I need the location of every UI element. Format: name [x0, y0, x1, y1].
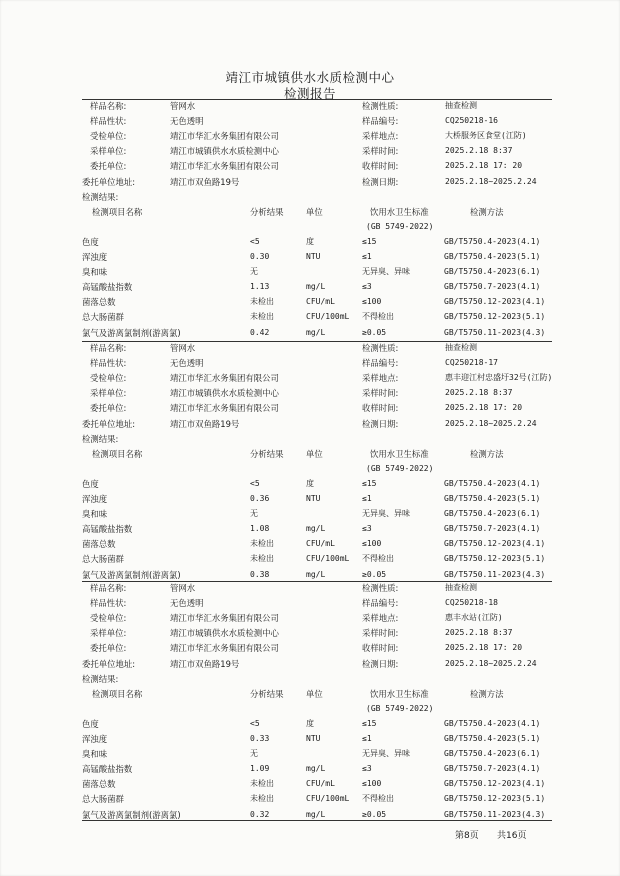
field-value-receive-time: 2025.2.18 17: 20 [445, 643, 523, 653]
result-unit: CFU/100mL [306, 312, 350, 322]
result-unit: mg/L [306, 569, 326, 579]
result-method: GB/T5750.4-2023(5.1) [444, 734, 541, 743]
result-item-name: 色度 [82, 718, 99, 729]
page-number: 第8页 [455, 831, 479, 841]
field-value-sample-state: 无色透明 [170, 358, 204, 369]
result-standard: ≥0.05 [362, 327, 387, 337]
field-label-sampling-time: 采样时间: [362, 628, 399, 639]
col-header-item: 检测项目名称 [92, 206, 143, 217]
field-label-sampling-time: 采样时间: [362, 388, 399, 399]
field-value-test-nature: 抽查检测 [445, 583, 477, 592]
result-unit: mg/L [306, 764, 326, 774]
field-label-sample-state: 样品性状: [90, 116, 127, 127]
result-unit: NTU [306, 494, 321, 503]
result-standard: 无异臭、异味 [362, 749, 410, 759]
result-unit: mg/L [306, 524, 326, 534]
field-label-sample-no: 样品编号: [362, 116, 399, 127]
col-header-method: 检测方法 [470, 688, 504, 699]
field-value-recv-unit: 靖江市华汇水务集团有限公司 [170, 131, 279, 142]
result-value: 无 [250, 509, 258, 519]
result-item-name: 高锰酸盐指数 [82, 524, 133, 535]
result-method: GB/T5750.12-2023(5.1) [444, 312, 546, 322]
field-value-sampling-unit: 靖江市城镇供水水质检测中心 [170, 628, 279, 639]
result-item-name: 菌落总数 [82, 539, 116, 550]
result-item-name: 总大肠菌群 [82, 794, 124, 805]
field-value-receive-time: 2025.2.18 17: 20 [445, 403, 523, 413]
result-item-name: 氯气及游离氯制剂(游离氯) [82, 809, 181, 820]
result-standard: 无异臭、异味 [362, 509, 410, 519]
result-item-name: 浑浊度 [82, 494, 108, 504]
results-label: 检测结果: [82, 433, 119, 444]
result-method: GB/T5750.4-2023(5.1) [444, 494, 541, 503]
result-item-name: 高锰酸盐指数 [82, 764, 133, 775]
result-value: 0.30 [250, 252, 270, 261]
result-method: GB/T5750.12-2023(4.1) [444, 539, 546, 549]
field-value-test-nature: 抽查检测 [445, 101, 477, 110]
result-unit: CFU/mL [306, 297, 335, 307]
field-label-sample-state: 样品性状: [90, 598, 127, 609]
col-header-standard-code: (GB 5749-2022) [366, 221, 434, 231]
field-label-sample-state: 样品性状: [90, 358, 127, 369]
field-label-receive-time: 收样时间: [362, 643, 399, 654]
result-unit: mg/L [306, 809, 326, 819]
field-value-sample-name: 管网水 [170, 583, 196, 593]
result-standard: ≤3 [362, 764, 372, 774]
field-value-sampling-site: 惠丰迎江村忠盛圩32号(江防) [445, 373, 553, 383]
field-label-test-nature: 检测性质: [362, 343, 399, 353]
field-value-test-date: 2025.2.18~2025.2.24 [445, 418, 537, 428]
result-item-name: 浑浊度 [82, 734, 108, 744]
result-method: GB/T5750.4-2023(6.1) [444, 509, 541, 519]
field-value-sampling-site: 惠丰水站(江防) [445, 613, 503, 623]
result-value: 0.32 [250, 809, 270, 819]
result-method: GB/T5750.7-2023(4.1) [444, 282, 541, 292]
result-value: 1.08 [250, 524, 270, 534]
field-label-sampling-unit: 采样单位: [90, 388, 127, 399]
col-header-unit: 单位 [306, 206, 323, 217]
field-label-client-address: 委托单位地址: [82, 658, 136, 669]
col-header-standard: 饮用水卫生标准 [370, 448, 429, 459]
field-label-test-date: 检测日期: [362, 658, 399, 669]
results-label: 检测结果: [82, 191, 119, 202]
field-label-client-address: 委托单位地址: [82, 176, 136, 187]
result-standard: ≤100 [362, 779, 382, 789]
field-label-receive-time: 收样时间: [362, 161, 399, 172]
field-value-client-unit: 靖江市华汇水务集团有限公司 [170, 643, 279, 654]
field-label-client-unit: 委托单位: [90, 403, 127, 414]
result-unit: 度 [306, 236, 314, 246]
result-method: GB/T5750.11-2023(4.3) [444, 327, 546, 337]
field-label-recv-unit: 受检单位: [90, 613, 127, 624]
field-value-recv-unit: 靖江市华汇水务集团有限公司 [170, 373, 279, 384]
result-value: 未检出 [250, 539, 274, 549]
result-method: GB/T5750.12-2023(5.1) [444, 554, 546, 564]
field-label-sampling-site: 采样地点: [362, 373, 399, 384]
result-method: GB/T5750.4-2023(4.1) [444, 236, 541, 246]
result-item-name: 色度 [82, 478, 99, 489]
result-value: 1.09 [250, 764, 270, 774]
result-unit: mg/L [306, 327, 326, 337]
result-standard: ≤100 [362, 297, 382, 307]
result-method: GB/T5750.11-2023(4.3) [444, 809, 546, 819]
results-label: 检测结果: [82, 673, 119, 684]
section-divider [82, 581, 552, 582]
field-label-sampling-time: 采样时间: [362, 146, 399, 157]
result-standard: 不得检出 [362, 794, 394, 804]
result-method: GB/T5750.12-2023(4.1) [444, 779, 546, 789]
field-value-sampling-site: 大桥服务区食堂(江防) [445, 131, 527, 141]
result-method: GB/T5750.4-2023(4.1) [444, 478, 541, 488]
field-value-sampling-unit: 靖江市城镇供水水质检测中心 [170, 146, 279, 157]
col-header-unit: 单位 [306, 448, 323, 459]
result-standard: ≥0.05 [362, 569, 387, 579]
field-value-sample-state: 无色透明 [170, 116, 204, 127]
result-value: 1.13 [250, 282, 270, 292]
footer-divider [82, 820, 552, 821]
field-label-test-date: 检测日期: [362, 418, 399, 429]
result-unit: 度 [306, 478, 314, 488]
page-total: 共16页 [497, 831, 527, 841]
result-value: 未检出 [250, 297, 274, 307]
result-item-name: 总大肠菌群 [82, 312, 124, 323]
field-value-test-date: 2025.2.18~2025.2.24 [445, 176, 537, 186]
result-standard: ≤1 [362, 252, 372, 261]
result-unit: NTU [306, 734, 321, 743]
field-value-sample-state: 无色透明 [170, 598, 204, 609]
result-value: 0.38 [250, 569, 270, 579]
result-unit: NTU [306, 252, 321, 261]
field-value-sampling-time: 2025.2.18 8:37 [445, 146, 513, 156]
result-standard: ≤1 [362, 734, 372, 743]
col-header-standard-code: (GB 5749-2022) [366, 703, 434, 713]
report-header-subtitle: 检测报告 [283, 86, 336, 101]
result-value: 0.42 [250, 327, 270, 337]
section-divider [82, 341, 552, 342]
field-label-recv-unit: 受检单位: [90, 131, 127, 142]
field-value-sample-no: CQ250218-16 [445, 116, 498, 126]
result-unit: CFU/100mL [306, 794, 350, 804]
col-header-result: 分析结果 [250, 448, 284, 459]
col-header-item: 检测项目名称 [92, 688, 143, 699]
field-value-receive-time: 2025.2.18 17: 20 [445, 161, 523, 171]
field-label-sample-name: 样品名称: [90, 583, 127, 593]
field-label-sample-no: 样品编号: [362, 358, 399, 369]
result-standard: ≤3 [362, 282, 372, 292]
result-method: GB/T5750.7-2023(4.1) [444, 524, 541, 534]
result-item-name: 菌落总数 [82, 297, 116, 308]
result-item-name: 臭和味 [82, 509, 108, 520]
result-item-name: 臭和味 [82, 267, 108, 278]
result-standard: ≤15 [362, 718, 377, 728]
field-label-sample-name: 样品名称: [90, 101, 127, 111]
result-value: 未检出 [250, 794, 274, 804]
result-standard: ≤15 [362, 236, 377, 246]
result-item-name: 氯气及游离氯制剂(游离氯) [82, 569, 181, 580]
result-standard: 不得检出 [362, 312, 394, 322]
result-value: <5 [250, 718, 260, 728]
field-value-client-address: 靖江市双鱼路19号 [170, 418, 240, 429]
col-header-method: 检测方法 [470, 206, 504, 217]
result-value: 未检出 [250, 779, 274, 789]
col-header-unit: 单位 [306, 688, 323, 699]
field-label-client-unit: 委托单位: [90, 161, 127, 172]
result-value: <5 [250, 236, 260, 246]
col-header-item: 检测项目名称 [92, 448, 143, 459]
field-label-sampling-site: 采样地点: [362, 131, 399, 142]
result-standard: ≤100 [362, 539, 382, 549]
col-header-standard: 饮用水卫生标准 [370, 206, 429, 217]
field-label-test-nature: 检测性质: [362, 583, 399, 593]
result-standard: ≤15 [362, 478, 377, 488]
field-value-sample-name: 管网水 [170, 343, 196, 353]
field-value-sample-no: CQ250218-18 [445, 598, 498, 608]
result-standard: 无异臭、异味 [362, 267, 410, 277]
field-value-sampling-time: 2025.2.18 8:37 [445, 388, 513, 398]
result-method: GB/T5750.12-2023(5.1) [444, 794, 546, 804]
field-value-sampling-time: 2025.2.18 8:37 [445, 628, 513, 638]
field-label-test-date: 检测日期: [362, 176, 399, 187]
field-value-client-unit: 靖江市华汇水务集团有限公司 [170, 161, 279, 172]
field-label-client-address: 委托单位地址: [82, 418, 136, 429]
report-header-title: 靖江市城镇供水水质检测中心 [225, 70, 395, 85]
result-item-name: 总大肠菌群 [82, 554, 124, 565]
result-method: GB/T5750.11-2023(4.3) [444, 569, 546, 579]
field-label-sample-no: 样品编号: [362, 598, 399, 609]
result-item-name: 臭和味 [82, 749, 108, 760]
result-standard: ≥0.05 [362, 809, 387, 819]
result-unit: CFU/mL [306, 779, 335, 789]
result-unit: mg/L [306, 282, 326, 292]
col-header-standard: 饮用水卫生标准 [370, 688, 429, 699]
field-value-client-address: 靖江市双鱼路19号 [170, 176, 240, 187]
result-method: GB/T5750.4-2023(6.1) [444, 267, 541, 277]
result-value: 无 [250, 267, 258, 277]
result-unit: CFU/mL [306, 539, 335, 549]
result-value: 未检出 [250, 312, 274, 322]
result-standard: ≤3 [362, 524, 372, 534]
field-value-sample-no: CQ250218-17 [445, 358, 498, 368]
result-standard: ≤1 [362, 494, 372, 503]
result-standard: 不得检出 [362, 554, 394, 564]
result-unit: 度 [306, 718, 314, 728]
field-label-sampling-site: 采样地点: [362, 613, 399, 624]
col-header-standard-code: (GB 5749-2022) [366, 463, 434, 473]
result-method: GB/T5750.7-2023(4.1) [444, 764, 541, 774]
result-item-name: 菌落总数 [82, 779, 116, 790]
result-item-name: 色度 [82, 236, 99, 247]
field-value-test-date: 2025.2.18~2025.2.24 [445, 658, 537, 668]
col-header-result: 分析结果 [250, 688, 284, 699]
result-item-name: 高锰酸盐指数 [82, 282, 133, 293]
field-label-sampling-unit: 采样单位: [90, 628, 127, 639]
field-label-receive-time: 收样时间: [362, 403, 399, 414]
result-value: <5 [250, 478, 260, 488]
field-value-sample-name: 管网水 [170, 101, 196, 111]
section-divider [82, 99, 552, 100]
result-method: GB/T5750.4-2023(4.1) [444, 718, 541, 728]
field-value-recv-unit: 靖江市华汇水务集团有限公司 [170, 613, 279, 624]
result-value: 未检出 [250, 554, 274, 564]
result-value: 0.36 [250, 494, 270, 503]
field-label-client-unit: 委托单位: [90, 643, 127, 654]
col-header-method: 检测方法 [470, 448, 504, 459]
field-label-recv-unit: 受检单位: [90, 373, 127, 384]
field-label-sample-name: 样品名称: [90, 343, 127, 353]
field-label-sampling-unit: 采样单位: [90, 146, 127, 157]
col-header-result: 分析结果 [250, 206, 284, 217]
result-method: GB/T5750.4-2023(6.1) [444, 749, 541, 759]
result-value: 0.33 [250, 734, 270, 743]
result-unit: CFU/100mL [306, 554, 350, 564]
result-value: 无 [250, 749, 258, 759]
field-value-sampling-unit: 靖江市城镇供水水质检测中心 [170, 388, 279, 399]
field-value-client-address: 靖江市双鱼路19号 [170, 658, 240, 669]
field-value-test-nature: 抽查检测 [445, 343, 477, 352]
field-value-client-unit: 靖江市华汇水务集团有限公司 [170, 403, 279, 414]
field-label-test-nature: 检测性质: [362, 101, 399, 111]
result-method: GB/T5750.12-2023(4.1) [444, 297, 546, 307]
result-method: GB/T5750.4-2023(5.1) [444, 252, 541, 261]
result-item-name: 氯气及游离氯制剂(游离氯) [82, 327, 181, 338]
result-item-name: 浑浊度 [82, 252, 108, 262]
